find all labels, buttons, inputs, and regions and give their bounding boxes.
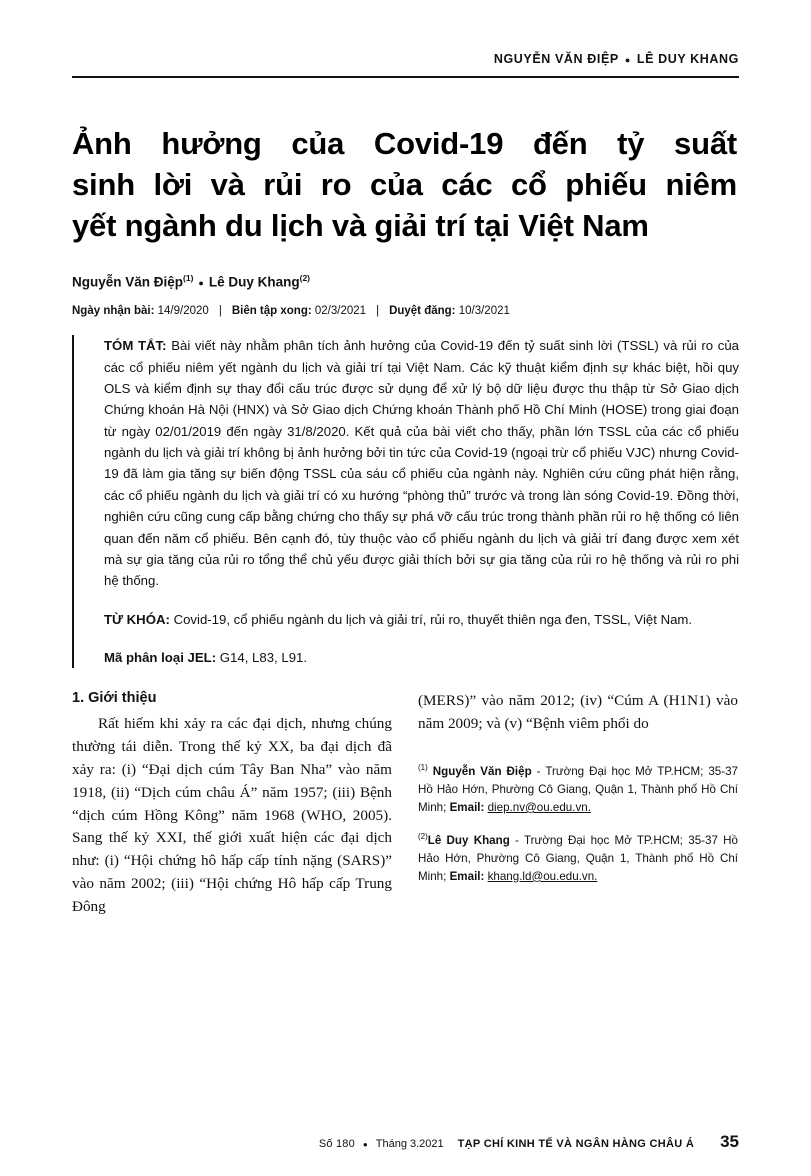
edited-value: 02/3/2021	[314, 305, 367, 318]
publication-dates	[72, 305, 739, 317]
date-separator-2: |	[376, 305, 380, 318]
footer-issue: Số 180	[318, 1138, 355, 1150]
abstract-body	[74, 335, 739, 668]
running-head	[72, 0, 739, 66]
paragraph: Rất hiếm khi xảy ra các đại dịch, nhưng chúng thường tái diễn. Trong thế kỷ XX, ba đại dịch đã xảy ra: (i) “Đại dịch cúm Tây Ban Nha” vào năm 1918, (ii) “Dịch cúm châu Á” năm 1957; (iii) Bệnh “dịch cúm Hồng Kông” năm 1968 (WHO, 2005). Sang thế kỷ XXI, thế giới xuất hiện các đại dịch như: (i) “Hội chứng hô hấp cấp tính nặng (SARS)” vào năm 2002; (iii) “Hội chứng Hô hấp cấp Trung Đông	[72, 715, 392, 915]
section-heading-introduction: 1. Giới thiệu	[72, 690, 157, 707]
footnote-2-name: Lê Duy Khang	[427, 833, 510, 847]
bullet-icon: ●	[624, 54, 631, 65]
footnote-1-separator: -	[531, 764, 546, 778]
abstract-label: TÓM TẮT:	[104, 338, 167, 354]
footnote-2	[418, 831, 738, 886]
running-head-author-1: NGUYỄN VĂN ĐIỆP	[493, 52, 619, 66]
footnote-2-affiliation: Trường Đại học Mở TP.HCM; 35-37 Hồ Hảo Hớn, Phường Cô Giang, Quận 1, Thành phố Hồ Chí Minh;	[418, 833, 738, 883]
keywords-paragraph	[104, 609, 739, 630]
edited-label: Biên tập xong:	[231, 305, 312, 318]
jel-text: G14, L83, L91.	[219, 650, 308, 666]
bullet-icon: ●	[198, 277, 204, 288]
body-columns	[72, 690, 739, 918]
footnote-1-affiliation: Trường Đại học Mở TP.HCM; 35-37 Hồ Hảo Hớn, Phường Cô Giang, Quận 1, Thành phố Hồ Chí Minh;	[418, 764, 738, 814]
running-head-author-2: LÊ DUY KHANG	[636, 52, 739, 66]
header-divider	[72, 76, 739, 78]
footnote-2-email-label: Email:	[449, 869, 485, 883]
footer-journal-name: TẠP CHÍ KINH TẾ VÀ NGÂN HÀNG CHÂU Á	[457, 1138, 695, 1150]
date-separator-1: |	[218, 305, 222, 318]
approved-value: 10/3/2021	[458, 305, 510, 318]
footnote-2-email[interactable]: khang.ld@ou.edu.vn.	[487, 869, 598, 883]
abstract-paragraph	[104, 335, 739, 592]
footnotes	[418, 762, 738, 886]
title-line-1: Ảnh hưởng của Covid-19 đến tỷ suất	[72, 126, 737, 161]
received-value: 14/9/2020	[157, 305, 209, 318]
byline-author-1-note: (1)	[183, 272, 194, 283]
footnote-1-email-label: Email:	[449, 800, 485, 814]
footer-page-number: 35	[720, 1132, 739, 1151]
footnote-2-separator: -	[509, 833, 524, 847]
abstract-text: Bài viết này nhằm phân tích ảnh hưởng của Covid-19 đến tỷ suất sinh lời (TSSL) và rủi ro của các cổ phiếu niêm yết ngành du lịch và giải trí tại Việt Nam. Các kỹ thuật kiểm định sự khác biệt, hồi quy OLS và kiểm định sự thay đổi cấu trúc được sử dụng để xử lý bộ dữ liệu được thu thập từ Sở Giao dịch Chứng khoán Hà Nội (HNX) và Sở Giao dịch Chứng khoán Thành phố Hồ Chí Minh (HOSE) trong giai đoạn từ ngày 02/01/2019 đến ngày 31/8/2020. Kết quả của bài viết cho thấy, phần lớn TSSL của các cổ phiếu ngành du lịch và giải trí không bị ảnh hưởng bởi tin tức của Covid-19 (ngoại trừ cổ phiếu VJC) nhưng Covid-19 đã làm gia tăng sự biến động TSSL của sáu cổ phiếu của ngành này. Nghiên cứu cũng phát hiện rằng, các cổ phiếu ngành du lịch và giải trí có xu hướng “phòng thủ” trước và trong làn sóng Covid-19. Đồng thời, nghiên cứu cũng cung cấp bằng chứng cho thấy sự phá vỡ cấu trúc trong thành phần rủi ro hệ thống có liên quan đến năm cổ phiếu. Bên cạnh đó, tùy thuộc vào cổ phiếu ngành du lịch và giải trí đang được xem xét mà sự gia tăng của rủi ro tổng thể chủ yếu được giải thích bởi sự gia tăng của rủi ro hệ thống và rủi ro phi hệ thống.	[104, 338, 739, 589]
jel-label: Mã phân loại JEL:	[104, 650, 217, 666]
keywords-text: Covid-19, cổ phiếu ngành du lịch và giải trí, rủi ro, thuyết thiên nga đen, TSSL, Việt Nam.	[173, 611, 693, 627]
approved-label: Duyệt đăng:	[389, 305, 456, 318]
section-body-left	[72, 713, 392, 918]
page-title	[72, 124, 739, 247]
title-line-2: sinh lời và rủi ro của các cổ phiếu niêm	[72, 166, 737, 202]
byline-author-2-note: (2)	[299, 272, 311, 283]
footnote-1	[418, 762, 738, 817]
byline-author-1: Nguyễn Văn Điệp	[72, 274, 184, 290]
footnote-2-marker: (2)	[418, 831, 428, 841]
column-left	[72, 690, 392, 918]
page-footer	[72, 1132, 739, 1152]
column-right	[418, 690, 738, 918]
footnote-1-marker: (1)	[418, 763, 428, 773]
footnote-1-name: Nguyễn Văn Điệp	[432, 764, 532, 778]
bullet-icon: ●	[362, 1140, 368, 1149]
abstract-block	[72, 335, 739, 668]
jel-paragraph	[104, 647, 739, 668]
section-body-right	[418, 690, 738, 736]
footer-month: Tháng 3.2021	[375, 1138, 444, 1150]
title-line-3: yết ngành du lịch và giải trí tại Việt Nam	[72, 207, 649, 243]
paragraph: (MERS)” vào năm 2012; (iv) “Cúm A (H1N1) vào năm 2009; và (v) “Bệnh viêm phổi do	[418, 692, 738, 733]
byline-author-2: Lê Duy Khang	[208, 274, 300, 290]
received-label: Ngày nhận bài:	[72, 305, 155, 318]
byline	[72, 273, 739, 290]
keywords-label: TỪ KHÓA:	[104, 611, 170, 627]
footnote-1-email[interactable]: diep.nv@ou.edu.vn.	[487, 800, 591, 814]
